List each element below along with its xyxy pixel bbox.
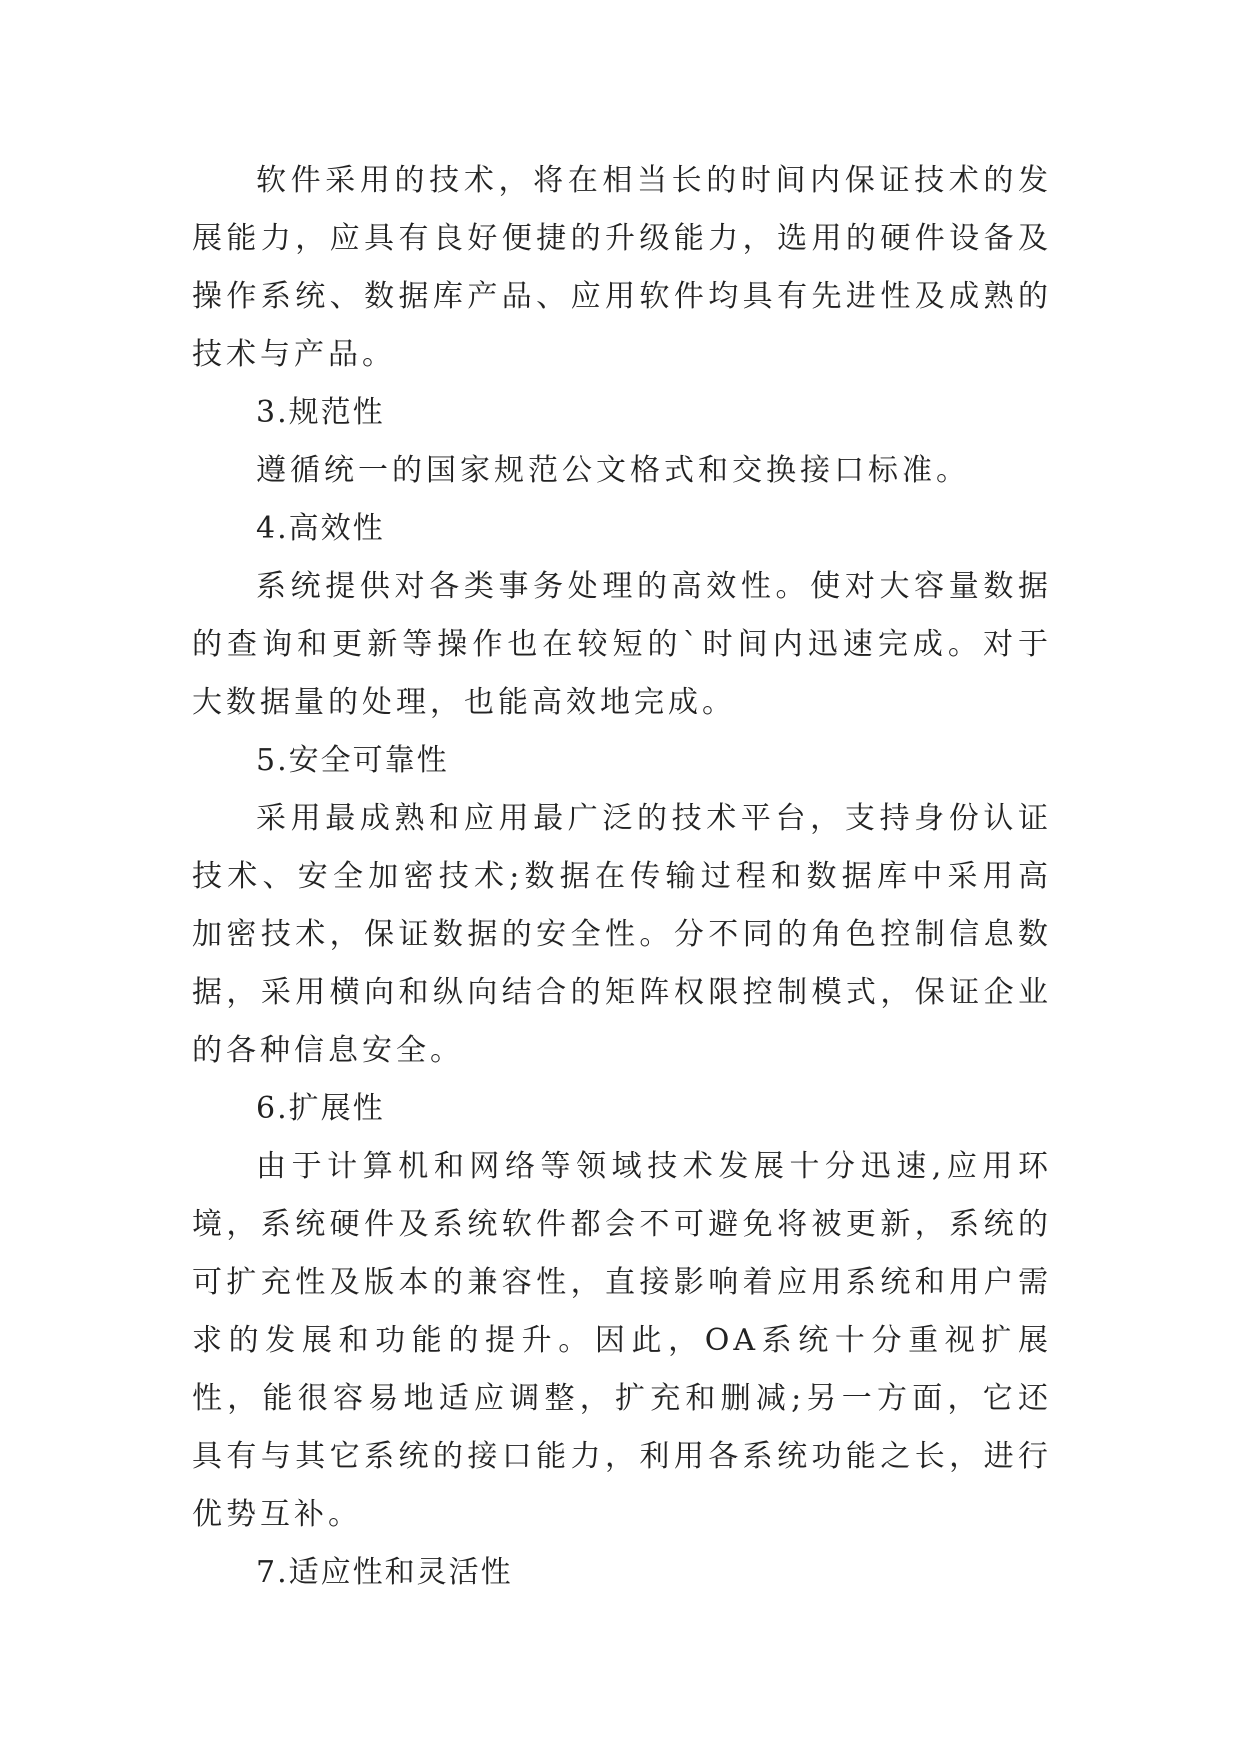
heading-standardization: 3.规范性 (256, 395, 385, 430)
paragraph-advancement: 软件采用的技术，将在相当长的时间内保证技术的发展能力，应具有良好便捷的升级能力，选用的硬件设备及操作系统、数据库产品、应用软件均具有先进性及成熟的技术与产品。 (192, 163, 1052, 372)
paragraph-security: 采用最成熟和应用最广泛的技术平台，支持身份认证技术、安全加密技术;数据在传输过程和数据库中采用高加密技术，保证数据的安全性。分不同的角色控制信息数据，采用横向和纵向结合的矩阵权限控制模式，保证企业的各种信息安全。 (192, 801, 1052, 1068)
heading-efficiency: 4.高效性 (256, 511, 385, 546)
paragraph-efficiency: 系统提供对各类事务处理的高效性。使对大容量数据的查询和更新等操作也在较短的`时间内迅速完成。对于大数据量的处理，也能高效地完成。 (192, 569, 1052, 720)
heading-adaptability: 7.适应性和灵活性 (256, 1555, 513, 1590)
paragraph-standardization: 遵循统一的国家规范公文格式和交换接口标准。 (256, 453, 970, 488)
paragraph-extensibility: 由于计算机和网络等领域技术发展十分迅速,应用环境，系统硬件及系统软件都会不可避免将被更新，系统的可扩充性及版本的兼容性，直接影响着应用系统和用户需求的发展和功能的提升。因此，OA系统十分重视扩展性，能很容易地适应调整，扩充和删减;另一方面，它还具有与其它系统的接口能力，利用各系统功能之长，进行优势互补。 (192, 1149, 1052, 1532)
document-body (192, 152, 1052, 1602)
heading-extensibility: 6.扩展性 (256, 1091, 385, 1126)
heading-security: 5.安全可靠性 (256, 743, 449, 778)
